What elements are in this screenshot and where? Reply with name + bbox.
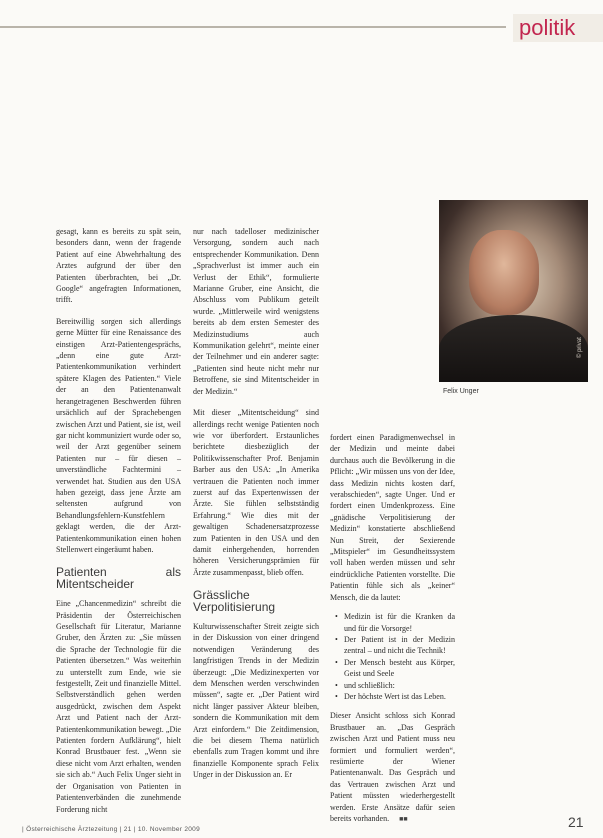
bullet-item: • Der höchste Wert ist das Leben.	[338, 691, 455, 702]
article-column-3	[330, 432, 455, 833]
paragraph: gesagt, kann es bereits zu spät sein, besonders dann, wenn der fragende Patient auf eine Abwehrhaltung des Arztes aufgrund der über den Patienten überbrachten, bei „Dr. Google“ angefragten Informationen, trifft.	[56, 227, 181, 305]
portrait-face	[469, 230, 539, 315]
paragraph: nur nach tadelloser medizinischer Versorgung, sondern auch nach entsprechender Kommunikation. Denn „Sprachverlust ist immer auch ein Verlust der Ethik“, formulierte Marianne Gruber, eine Ansicht, die Abschluss vom Publikum geteilt wurde. „Mittlerweile wird wenigstens bereits ab dem ersten Semester des Medizinstudiums auch Kommunikation gelehrt“, meinte einer der Teilnehmer und ein anderer sagte: „Patienten sind heute nicht mehr nur Betroffene, sie sind Mitentscheider in der Medizin.“	[193, 227, 319, 396]
end-mark-icon: ■■	[399, 815, 408, 823]
bullet-item: • und schließlich:	[338, 680, 455, 691]
section-label: politik	[513, 14, 603, 42]
paragraph	[330, 710, 455, 825]
bullet-item: • Der Mensch besteht aus Körper, Geist und Seele	[338, 657, 455, 680]
article-column-2	[193, 226, 319, 791]
bullet-list	[330, 611, 455, 702]
paragraph: Bereitwillig sorgen sich allerdings gerne Mütter für eine Renaissance des einstigen Arzt-Patientengesprächs, „denn eine gute Arzt-Patientenkommunikation verhindert spätere Klagen des Patienten.“ Viele der an den Patientenanwalt herangetragenen Beschwerden führen ursächlich auf der Sprachebengen zwischen Arzt und Patient, sie ist, weil gar nicht kommuniziert wurde oder so, weil der Arzt gegenüber seinem Patienten nur – für diesen – unverständliche Fachtermini – verwendet hat. Studien aus den USA haben gezeigt, dass jene Ärzte am seltensten aufgrund von Behandlungsfehlern-Kunstfehlern geklagt werden, die der Arzt-Patientenkommunikation einen hohen Stellenwert eingeräumt haben.	[56, 316, 181, 554]
bullet-item: • Medizin ist für die Kranken da und für die Vorsorge!	[338, 611, 455, 634]
paragraph: Eine „Chancenmedizin“ schreibt die Präsidentin der Österreichischen Gesellschaft für Literatur, Marianne Gruber, den Ärzten zu: „Sie müssen die Sprache der Technologie für die Patienten übersetzen.“ Was weiterhin zu unterstellt zum Ende, wie sie festgestellt, Zeit und finanzielle Mittel. Selbstverständlich gehen werden ausgedrückt, zwischen dem Aspekt Arzt und Patient nach der Arzt-Patientenkommunikation bewegt. „Die Patienten fordern Aufklärung“, hielt Konrad Brustbauer fest. „Wenn sie diese nicht vom Arzt erhalten, wenden sie sich ab.“ Auch Felix Unger sieht in der Organisation von Patienten in Patientenverbänden die zunehmende Forderung nicht	[56, 599, 181, 814]
bullet-item: • Der Patient ist in der Medizin zentral – und nicht die Technik!	[338, 634, 455, 657]
paragraph-text: Dieser Ansicht schloss sich Konrad Brustbauer an. „Das Gespräch zwischen Arzt und Patient muss neu formiert und formuliert werden“, resümierte der Wiener Patientenanwalt. Das Gespräch und das Vertrauen zwischen Arzt und Patient müssten wiederhergestellt werden. Erste Ansätze dafür seien bereits vorhanden.	[330, 711, 455, 823]
paragraph: fordert einen Paradigmenwechsel in der Medizin und meinte dabei durchaus auch die Bevölkerung in die Pflicht: „Wir müssen uns von der Idee, dass Medizin nichts kosten darf, verabschieden“, sagte Unger. Und er fordert einen Umdenkprozess. Eine „gnädische Verpolitisierung der Medizin“ konstatierte abschließend Nun Streit, der Sexierende „Mitspieler“ im Gesundheitssystem voll haben werden müssen und sehr eindrückliche Patienten vorstellte. Die Patientin fühle sich als „keiner“ Mensch, die da lautet:	[330, 433, 455, 602]
header-rule	[0, 26, 506, 28]
photo-caption: Felix Unger	[443, 388, 479, 395]
photo-credit: © privat	[577, 337, 583, 358]
portrait-suit	[439, 315, 588, 382]
subheading: Patienten als Mitentscheider	[56, 565, 181, 591]
portrait-photo	[439, 200, 588, 382]
article-column-1	[56, 226, 181, 825]
footer-line: | Österreichische Ärztezeitung | 21 | 10. November 2009	[22, 826, 201, 833]
page-number: 21	[568, 814, 584, 830]
paragraph: Kulturwissenschafter Streit zeigte sich in der Diskussion von einer dringend notwendigen Veränderung des langfristigen Trends in der Medizin überzeugt: „Die Medizinexperten vor dem Menschen werden verschwinden müssen“, sagte er. „Der Patient wird nicht länger passiver Akteur bleiben, sondern die Kommunikation mit dem Arzt einfordern.“ Die Zeitdimension, die bei diesem Thema natürlich ebenfalls zum Tragen kommt und ihre finanzielle Komponente sprach Felix Unger in der Diskussion an. Er	[193, 622, 319, 780]
paragraph: Mit dieser „Mitentscheidung“ sind allerdings recht wenige Patienten noch wie vor überfordert. Erstaunliches berichtete diesbezüglich der Politikwissenschafter Prof. Benjamin Barber aus den USA: „In Amerika vertrauen die Patienten noch immer zuerst auf das Expertenwissen der Ärzte. Sie fühlen selbstständig Erfahrung.“ Wie dies mit der gewaltigen Schadenersatzprozesse zum Patienten in den USA und den damit einhergehenden, horrenden höheren Versicherungsprämien für Ärzte zusammenpasst, blieb offen.	[193, 408, 319, 577]
subheading: Grässliche Verpolitisierung	[193, 588, 276, 614]
